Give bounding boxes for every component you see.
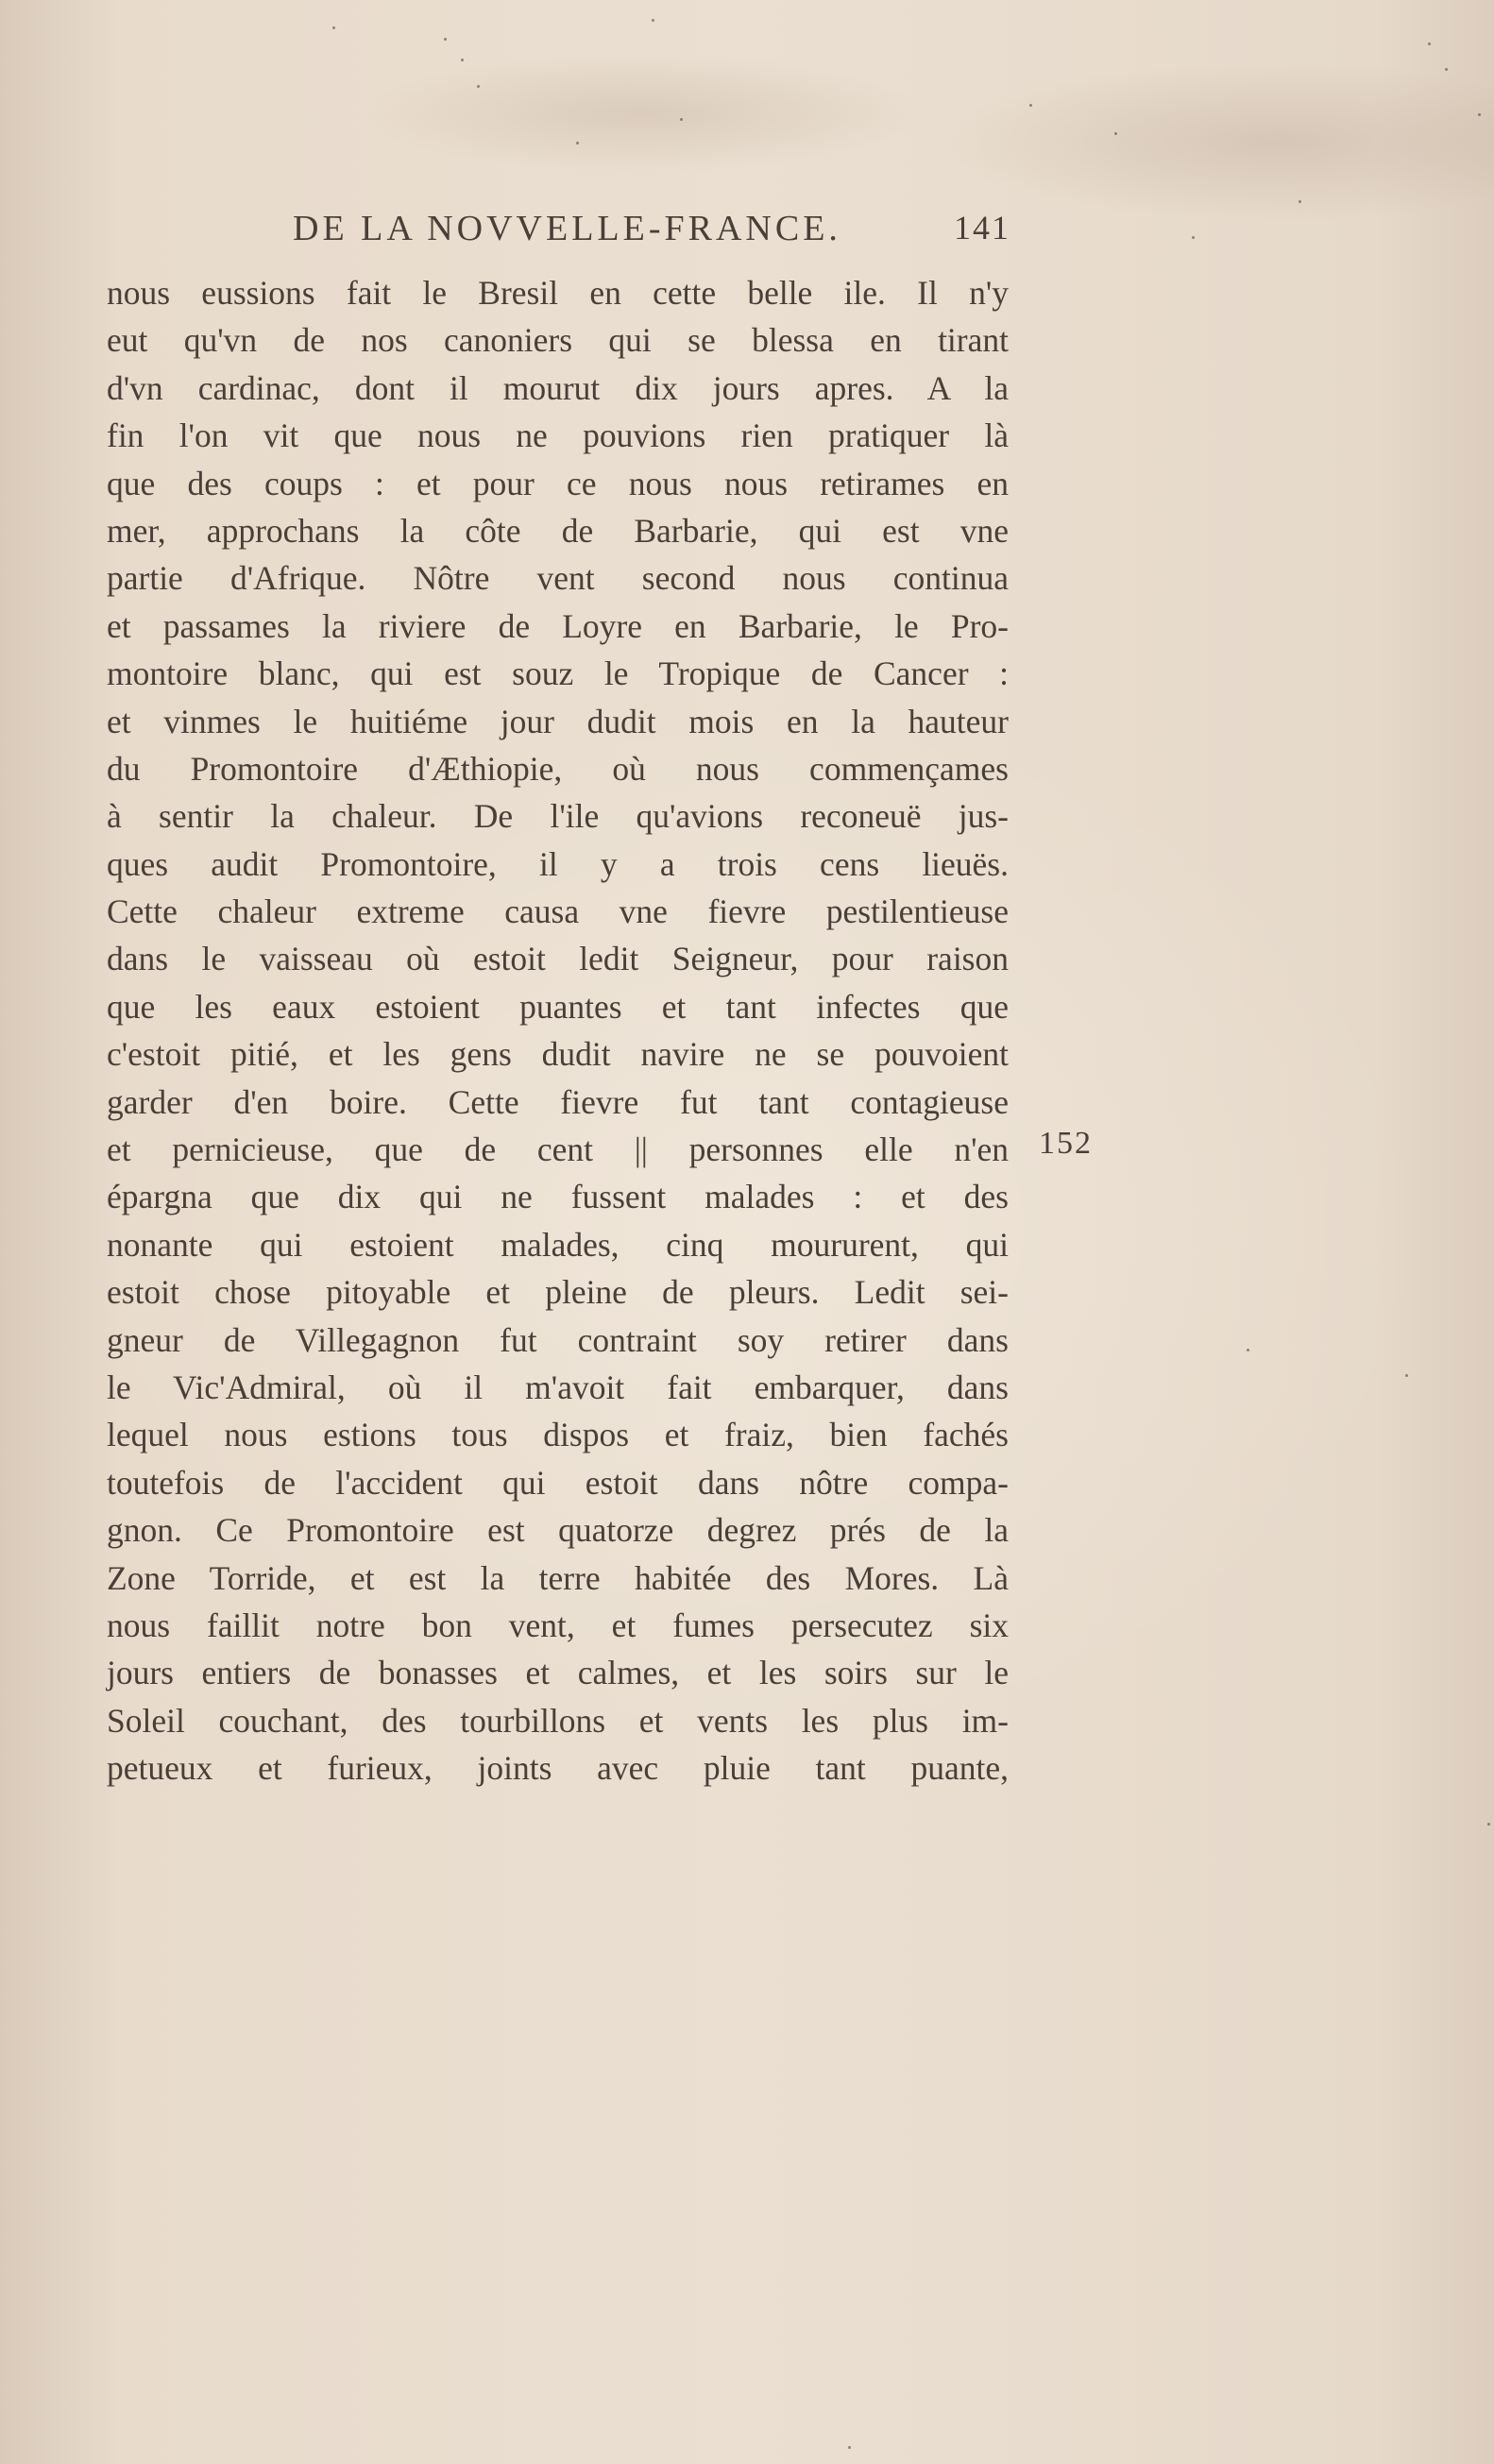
- running-head: [293, 208, 1010, 255]
- text-line: jours entiers de bonasses et calmes, et les soirs sur le: [107, 1654, 1009, 1692]
- text-line: le Vic'Admiral, où il m'avoit fait embarquer, dans: [107, 1368, 1009, 1406]
- paper-speck: [1247, 1349, 1249, 1351]
- text-line: d'vn cardinac, dont il mourut dix jours apres. A la: [107, 368, 1009, 407]
- text-line: du Promontoire d'Æthiopie, où nous commençames: [107, 749, 1009, 788]
- text-line: eut qu'vn de nos canoniers qui se blessa en tirant: [107, 321, 1009, 360]
- text-line: que des coups : et pour ce nous nous retirames en: [107, 464, 1009, 502]
- text-line: à sentir la chaleur. De l'ile qu'avions reconeuë jus-: [107, 797, 1009, 836]
- text-line: ques audit Promontoire, il y a trois cens lieuës.: [107, 844, 1009, 883]
- text-line: et pernicieuse, que de cent || personnes elle n'en: [107, 1130, 1009, 1169]
- text-line: épargna que dix qui ne fussent malades : et des: [107, 1178, 1009, 1216]
- paper-speck: [680, 118, 683, 121]
- text-line: dans le vaisseau où estoit ledit Seigneur, pour raison: [107, 940, 1009, 978]
- paper-speck: [1405, 1374, 1408, 1377]
- text-line: toutefois de l'accident qui estoit dans nôtre compa-: [107, 1463, 1009, 1502]
- text-line: mer, approchans la côte de Barbarie, qui est vne: [107, 511, 1009, 550]
- paper-speck: [332, 26, 335, 29]
- body-text: [107, 269, 1009, 1793]
- paper-speck: [576, 142, 579, 144]
- paper-speck: [652, 19, 654, 22]
- text-line: nous faillit notre bon vent, et fumes persecutez six: [107, 1606, 1009, 1644]
- margin-page-reference: 152: [1039, 1126, 1093, 1161]
- text-line: Zone Torride, et est la terre habitée des Mores. Là: [107, 1558, 1009, 1597]
- paper-speck: [1114, 132, 1117, 135]
- paper-speck: [1478, 113, 1481, 116]
- text-line: nonante qui estoient malades, cinq moururent, qui: [107, 1225, 1009, 1264]
- text-line: petueux et furieux, joints avec pluie tant puante,: [107, 1749, 1009, 1788]
- text-line: lequel nous estions tous dispos et fraiz, bien fachés: [107, 1416, 1009, 1454]
- paper-speck: [848, 2446, 851, 2449]
- text-line: Soleil couchant, des tourbillons et vents les plus im-: [107, 1701, 1009, 1740]
- text-line: que les eaux estoient puantes et tant infectes que: [107, 987, 1009, 1026]
- text-line: Cette chaleur extreme causa vne fievre pestilentieuse: [107, 892, 1009, 931]
- text-line: nous eussions fait le Bresil en cette belle ile. Il n'y: [107, 274, 1009, 312]
- text-line: partie d'Afrique. Nôtre vent second nous continua: [107, 559, 1009, 598]
- text-line: garder d'en boire. Cette fievre fut tant contagieuse: [107, 1082, 1009, 1121]
- text-line: gneur de Villegagnon fut contraint soy retirer dans: [107, 1320, 1009, 1359]
- running-title: DE LA NOVVELLE-FRANCE.: [293, 209, 841, 248]
- text-line: fin l'on vit que nous ne pouvions rien pratiquer là: [107, 416, 1009, 455]
- paper-speck: [1487, 1823, 1490, 1826]
- paper-speck: [444, 38, 447, 41]
- text-line: et vinmes le huitiéme jour dudit mois en la hauteur: [107, 702, 1009, 740]
- paper-speck: [477, 85, 480, 88]
- text-line: gnon. Ce Promontoire est quatorze degrez prés de la: [107, 1511, 1009, 1550]
- paper-speck: [1029, 104, 1032, 107]
- text-line: et passames la riviere de Loyre en Barbarie, le Pro-: [107, 606, 1009, 645]
- paper-speck: [461, 59, 464, 61]
- text-line: montoire blanc, qui est souz le Tropique de Cancer :: [107, 654, 1009, 693]
- paper-speck: [1445, 68, 1448, 71]
- paper-speck: [1299, 200, 1301, 203]
- paper-speck: [1192, 236, 1195, 239]
- paper-speck: [1428, 42, 1431, 45]
- page-number: 141: [954, 209, 1010, 246]
- text-line: c'estoit pitié, et les gens dudit navire ne se pouvoient: [107, 1035, 1009, 1074]
- text-line: estoit chose pitoyable et pleine de pleurs. Ledit sei-: [107, 1273, 1009, 1312]
